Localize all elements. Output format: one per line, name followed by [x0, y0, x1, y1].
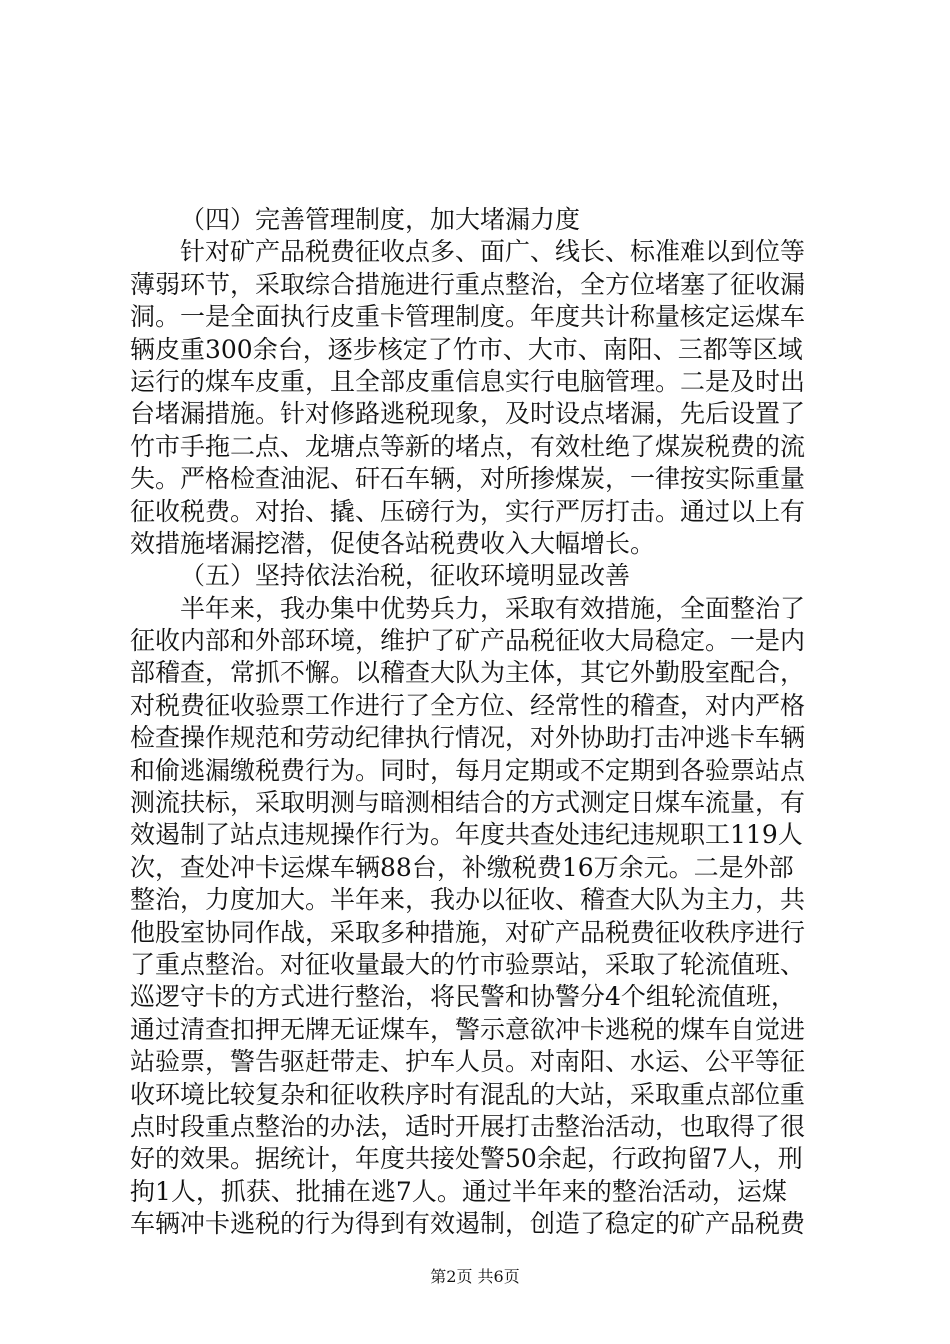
- text-line: 征收内部和外部环境，维护了矿产品税征收大局稳定。一是内: [130, 626, 806, 656]
- text-line: 台堵漏措施。针对修路逃税现象，及时设点堵漏，先后设置了: [130, 399, 806, 429]
- text-line: 失。严格检查油泥、矸石车辆，对所掺煤炭，一律按实际重量: [130, 464, 806, 494]
- text-line: 测流扶标，采取明测与暗测相结合的方式测定日煤车流量，有: [130, 788, 806, 818]
- text-line: 针对矿产品税费征收点多、面广、线长、标准难以到位等: [180, 237, 806, 267]
- text-line: 次，查处冲卡运煤车辆88台，补缴税费16万余元。二是外部: [130, 852, 794, 882]
- text-line: 部稽查，常抓不懈。以稽查大队为主体，其它外勤股室配合，: [130, 658, 806, 688]
- text-line: 了重点整治。对征收量最大的竹市验票站，采取了轮流值班、: [130, 949, 806, 979]
- text-line: 好的效果。据统计，年度共接处警50余起，行政拘留7人，刑: [130, 1144, 803, 1174]
- text-line: 征收税费。对抬、撬、压磅行为，实行严厉打击。通过以上有: [130, 496, 806, 526]
- text-line: 半年来，我办集中优势兵力，采取有效措施，全面整治了: [180, 593, 806, 623]
- text-line: 收环境比较复杂和征收秩序时有混乱的大站，采取重点部位重: [130, 1079, 806, 1109]
- text-line: 薄弱环节，采取综合措施进行重点整治，全方位堵塞了征收漏: [130, 269, 806, 299]
- text-line: 巡逻守卡的方式进行整治，将民警和协警分4个组轮流值班，: [130, 982, 796, 1012]
- text-line: 运行的煤车皮重，且全部皮重信息实行电脑管理。二是及时出: [130, 366, 806, 396]
- text-line: 检查操作规范和劳动纪律执行情况，对外协助打击冲逃卡车辆: [130, 723, 806, 753]
- text-line: （四）完善管理制度，加大堵漏力度: [180, 205, 581, 234]
- text-line: 洞。一是全面执行皮重卡管理制度。年度共计称量核定运煤车: [130, 302, 806, 332]
- text-line: （五）坚持依法治税，征收环境明显改善: [180, 561, 631, 591]
- text-line: 竹市手拖二点、龙塘点等新的堵点，有效杜绝了煤炭税费的流: [130, 431, 806, 461]
- text-line: 整治，力度加大。半年来，我办以征收、稽查大队为主力，共: [130, 885, 806, 915]
- text-line: 他股室协同作战，采取多种措施，对矿产品税费征收秩序进行: [130, 917, 806, 947]
- text-line: 对税费征收验票工作进行了全方位、经常性的稽查，对内严格: [130, 690, 806, 720]
- text-line: 和偷逃漏缴税费行为。同时，每月定期或不定期到各验票站点: [130, 755, 806, 785]
- text-line: 站验票，警告驱赶带走、护车人员。对南阳、水运、公平等征: [130, 1047, 806, 1077]
- text-line: 点时段重点整治的办法，适时开展打击整治活动，也取得了很: [130, 1111, 806, 1141]
- text-line: 通过清查扣押无牌无证煤车，警示意欲冲卡逃税的煤车自觉进: [130, 1014, 806, 1044]
- page-footer: 第2页 共6页: [430, 1267, 520, 1286]
- document-body: [130, 204, 830, 1241]
- text-line: 拘1人，抓获、批捕在逃7人。通过半年来的整治活动，运煤: [130, 1176, 787, 1206]
- text-line: 效遏制了站点违规操作行为。年度共查处违纪违规职工119人: [130, 820, 803, 850]
- text-line: 辆皮重300余台，逐步核定了竹市、大市、南阳、三都等区域: [130, 334, 803, 364]
- text-line: 车辆冲卡逃税的行为得到有效遏制，创造了稳定的矿产品税费: [130, 1209, 806, 1239]
- text-line: 效措施堵漏挖潜，促使各站税费收入大幅增长。: [130, 528, 656, 558]
